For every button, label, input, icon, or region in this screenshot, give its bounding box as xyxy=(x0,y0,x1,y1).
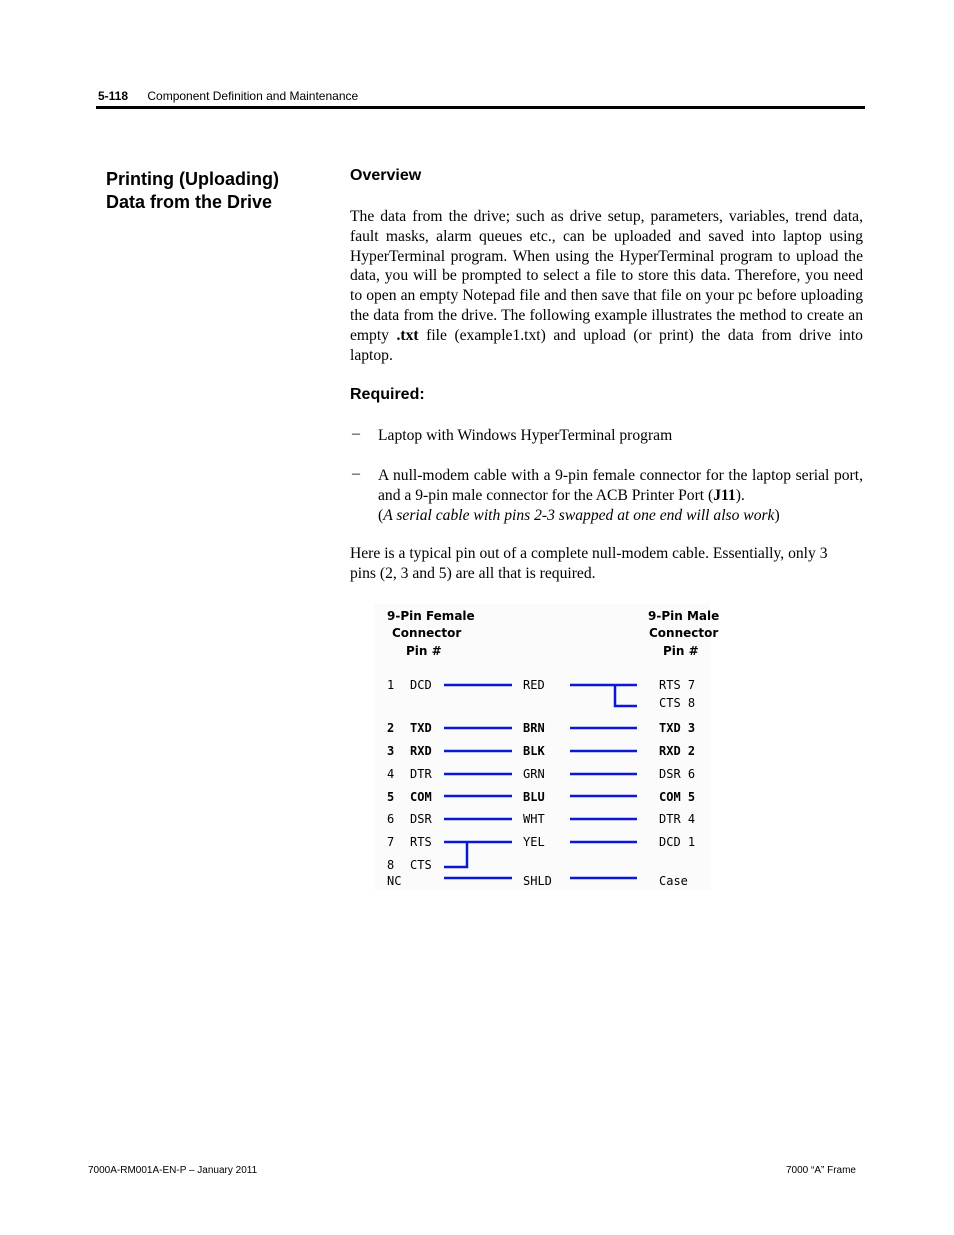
item2-paren-close: ) xyxy=(774,506,780,524)
running-header xyxy=(98,89,358,103)
required-heading: Required: xyxy=(350,386,425,403)
left-signal-4: RXD xyxy=(410,744,432,758)
left-pin-3: 2 xyxy=(387,721,395,735)
right-pin-6: COM 5 xyxy=(659,790,696,804)
left-signal-6: COM xyxy=(410,790,432,804)
left-pin-10: NC xyxy=(387,874,402,888)
left-pin-9: 8 xyxy=(387,858,395,872)
wire-color-8: YEL xyxy=(523,835,545,849)
left-pin-7: 6 xyxy=(387,812,395,826)
item2-text-end: ). xyxy=(735,486,745,504)
left-signal-1: DCD xyxy=(410,678,432,692)
left-pin-4: 3 xyxy=(387,744,395,758)
wire-color-3: BRN xyxy=(523,721,545,735)
side-heading-line1: Printing (Uploading) xyxy=(106,169,279,189)
left-signal-8: RTS xyxy=(410,835,432,849)
wire-color-6: BLU xyxy=(523,790,545,804)
wire-color-7: WHT xyxy=(523,812,545,826)
right-header-1: 9-Pin Male xyxy=(648,609,720,623)
left-pin-8: 7 xyxy=(387,835,395,849)
overview-text-1: The data from the drive; such as drive setup, parameters, variables, trend data, fault masks, alarm queues etc., can be uploaded and saved into laptop using HyperTerminal program. When using the HyperTerminal program to upload the data, you will be prompted to select a file to store this data. Therefore, you need to open an empty Notepad file and then save that file on your pc before uploading the data from the drive. The following example illustrates the method to create an empty xyxy=(350,208,863,344)
left-pin-1: 1 xyxy=(387,678,395,692)
item2-italic: A serial cable with pins 2-3 swapped at one end will also work xyxy=(383,506,775,524)
required-item-2 xyxy=(378,466,863,525)
left-header-3: Pin # xyxy=(406,644,442,658)
footer-right: 7000 “A” Frame xyxy=(785,1165,856,1176)
item2-text: A null-modem cable with a 9-pin female connector for the laptop serial port, and a 9-pin male connector for the ACB Printer Port ( xyxy=(378,467,863,504)
right-pin-5: DSR 6 xyxy=(659,767,696,781)
item2-bold: J11 xyxy=(713,486,736,504)
side-heading xyxy=(106,168,306,214)
wire-loopback-rts-cts-left xyxy=(444,842,467,867)
wire-color-4: BLK xyxy=(523,744,545,758)
overview-text-bold: .txt xyxy=(396,326,419,344)
bullet-dash-1: – xyxy=(352,425,360,442)
left-signal-3: TXD xyxy=(410,721,432,735)
left-signal-7: DSR xyxy=(410,812,432,826)
null-modem-pinout-diagram xyxy=(374,604,720,890)
left-pin-5: 4 xyxy=(387,767,395,781)
right-pin-2: CTS 8 xyxy=(659,696,696,710)
left-pin-6: 5 xyxy=(387,790,395,804)
right-pin-8: DCD 1 xyxy=(659,835,696,849)
right-pin-4: RXD 2 xyxy=(659,744,696,758)
section-title: Component Definition and Maintenance xyxy=(147,89,359,103)
footer-left: 7000A-RM001A-EN-P – January 2011 xyxy=(88,1165,258,1176)
right-pin-1: RTS 7 xyxy=(659,678,696,692)
wire-color-10: SHLD xyxy=(523,874,552,888)
overview-paragraph xyxy=(350,207,863,365)
header-rule xyxy=(96,106,865,109)
bullet-dash-2: – xyxy=(352,465,360,482)
right-pin-10: Case xyxy=(659,874,688,888)
right-pin-3: TXD 3 xyxy=(659,721,696,735)
wire-color-5: GRN xyxy=(523,767,545,781)
pinout-intro: Here is a typical pin out of a complete null-modem cable. Essentially, only 3 pins (2, 3 and 5) are all that is required. xyxy=(350,545,828,582)
wire-loopback-rts-cts-right xyxy=(615,685,637,706)
right-pin-7: DTR 4 xyxy=(659,812,696,826)
overview-heading: Overview xyxy=(350,167,422,184)
left-header-2: Connector xyxy=(392,626,462,640)
page-number: 5-118 xyxy=(98,89,129,103)
left-signal-9: CTS xyxy=(410,858,432,872)
wire-color-1: RED xyxy=(523,678,545,692)
side-heading-line2: Data from the Drive xyxy=(106,192,273,212)
pinout-rows xyxy=(387,678,695,888)
item2-paren-open: ( xyxy=(378,506,384,524)
left-header-1: 9-Pin Female xyxy=(387,609,475,623)
left-signal-5: DTR xyxy=(410,767,432,781)
overview-text-2: file (example1.txt) and upload (or print) the data from drive into laptop. xyxy=(350,326,863,364)
required-item-1: Laptop with Windows HyperTerminal program xyxy=(378,427,673,444)
right-header-2: Connector xyxy=(649,626,719,640)
right-header-3: Pin # xyxy=(663,644,699,658)
